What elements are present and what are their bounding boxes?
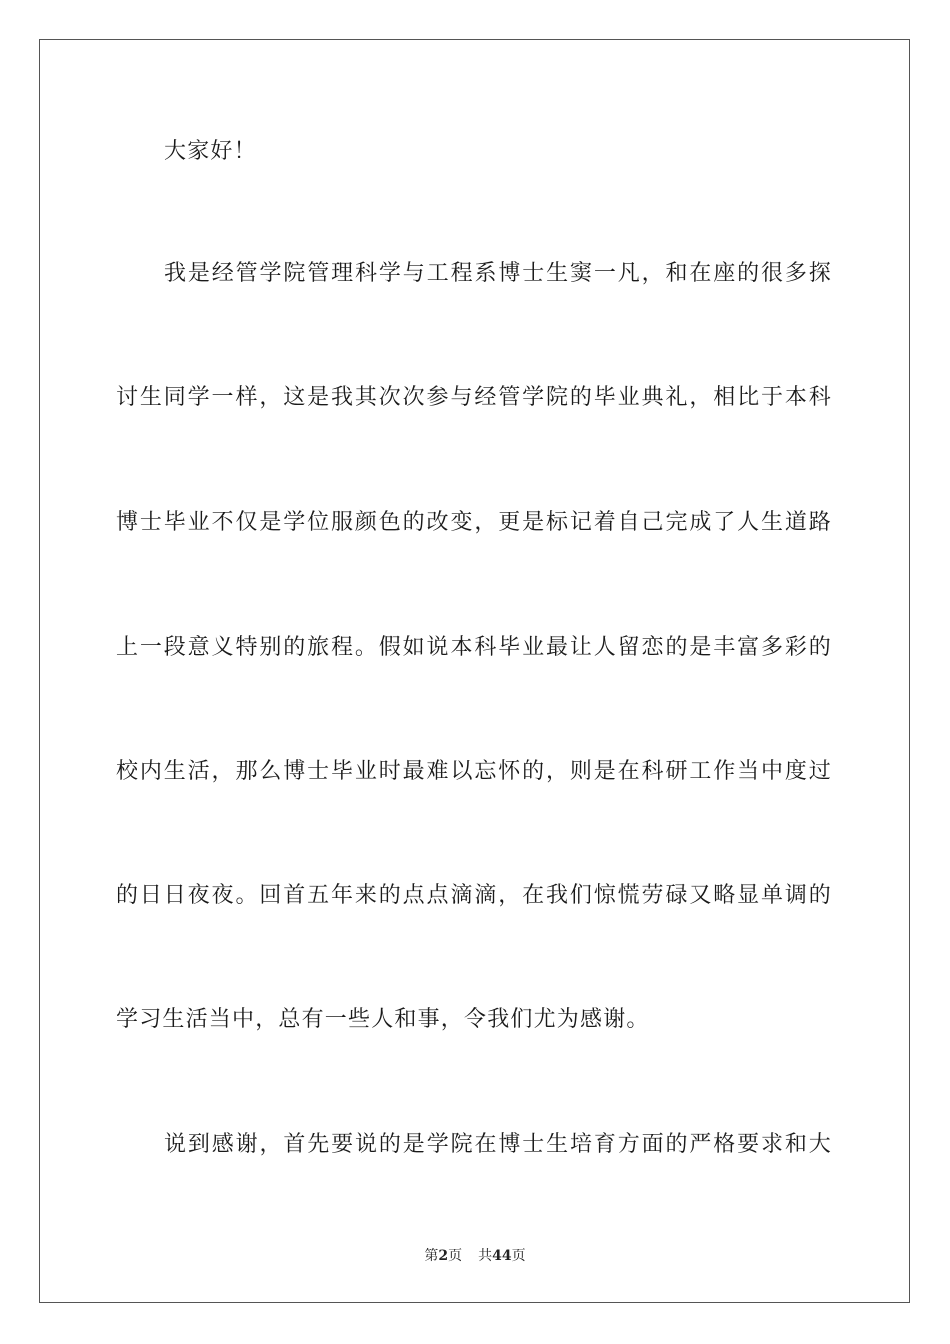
paragraph-line: 上一段意义特别的旅程。假如说本科毕业最让人留恋的是丰富多彩的 — [116, 635, 832, 660]
page-number: 2 — [438, 1248, 449, 1264]
page-frame — [39, 39, 910, 1303]
total-suffix: 页 — [511, 1248, 526, 1264]
page-footer — [0, 1246, 950, 1266]
paragraph-line: 说到感谢，首先要说的是学院在博士生培育方面的严格要求和大 — [164, 1132, 832, 1157]
total-pages: 44 — [492, 1248, 512, 1264]
page-suffix: 页 — [448, 1248, 463, 1264]
paragraph-line: 学习生活当中，总有一些人和事，令我们尤为感谢。 — [116, 1007, 650, 1032]
total-prefix: 共 — [478, 1248, 493, 1264]
page-prefix: 第 — [424, 1248, 439, 1264]
paragraph-line: 讨生同学一样，这是我其次次参与经管学院的毕业典礼，相比于本科 — [116, 385, 832, 410]
greeting-line: 大家好！ — [164, 139, 257, 164]
paragraph-line: 校内生活，那么博士毕业时最难以忘怀的，则是在科研工作当中度过 — [116, 759, 832, 784]
paragraph-line: 的日日夜夜。回首五年来的点点滴滴，在我们惊慌劳碌又略显单调的 — [116, 883, 832, 908]
paragraph-line: 博士毕业不仅是学位服颜色的改变，更是标记着自己完成了人生道路 — [116, 510, 832, 535]
paragraph-line: 我是经管学院管理科学与工程系博士生窦一凡，和在座的很多探 — [164, 261, 832, 286]
